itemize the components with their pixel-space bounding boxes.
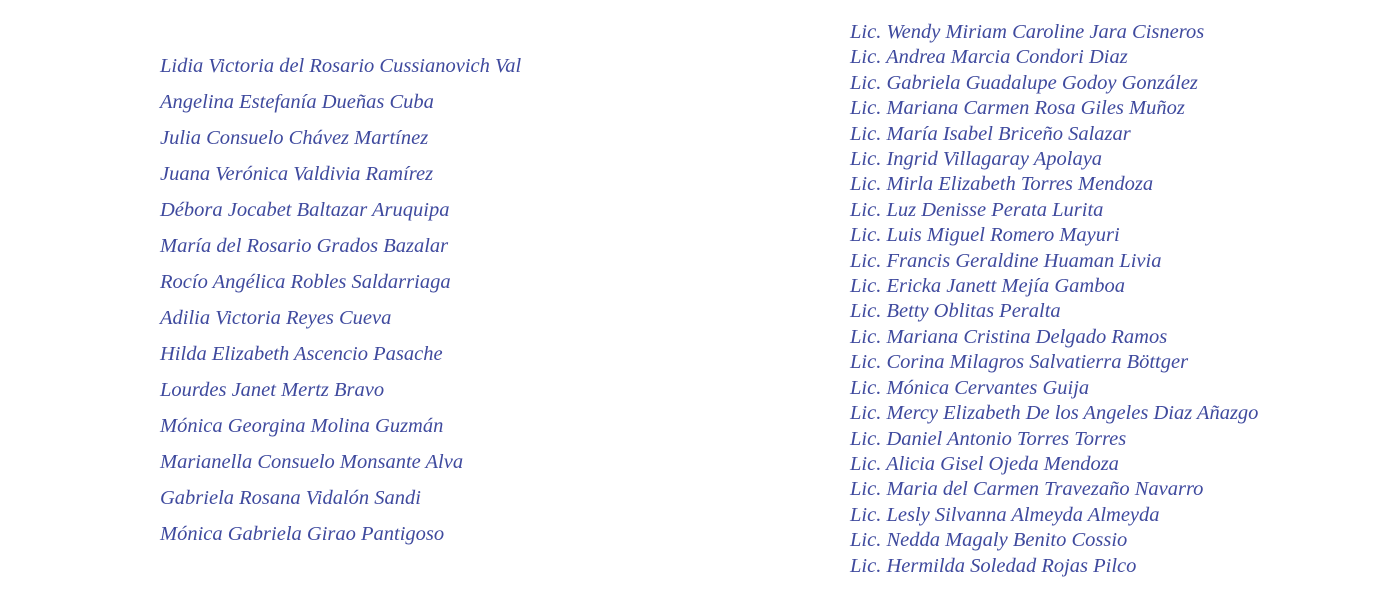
- list-item: Marianella Consuelo Monsante Alva: [160, 451, 464, 473]
- list-item: Lic. Mercy Elizabeth De los Angeles Diaz Añazgo: [850, 402, 1259, 425]
- list-item: Lic. Corina Milagros Salvatierra Böttger: [850, 351, 1189, 374]
- list-item: Lic. Luis Miguel Romero Mayuri: [850, 224, 1120, 247]
- list-item: Lic. Maria del Carmen Travezaño Navarro: [850, 478, 1204, 501]
- list-item: Lic. Hermilda Soledad Rojas Pilco: [850, 554, 1137, 577]
- list-item: Lic. Ericka Janett Mejía Gamboa: [850, 275, 1125, 298]
- list-item: Débora Jocabet Baltazar Aruquipa: [160, 199, 450, 221]
- list-item: Lic. Mirla Elizabeth Torres Mendoza: [850, 173, 1154, 196]
- list-item: Lic. Ingrid Villagaray Apolaya: [850, 148, 1103, 171]
- list-item: Rocío Angélica Robles Saldarriaga: [160, 271, 451, 293]
- list-item: Lic. Mariana Carmen Rosa Giles Muñoz: [850, 97, 1185, 120]
- list-item: Lic. Betty Oblitas Peralta: [850, 300, 1061, 323]
- name-list-left-column: [160, 48, 521, 552]
- list-item: Mónica Gabriela Girao Pantigoso: [160, 523, 445, 545]
- list-item: Lic. Wendy Miriam Caroline Jara Cisneros: [850, 21, 1205, 43]
- list-item: Lic. Nedda Magaly Benito Cossio: [850, 529, 1128, 552]
- list-item: Lic. Alicia Gisel Ojeda Mendoza: [850, 452, 1119, 475]
- list-item: Lic. Daniel Antonio Torres Torres: [850, 427, 1127, 450]
- list-item: Lic. Mariana Cristina Delgado Ramos: [850, 325, 1168, 348]
- list-item: Angelina Estefanía Dueñas Cuba: [160, 91, 434, 113]
- list-item: Lic. Gabriela Guadalupe Godoy González: [850, 71, 1198, 94]
- list-item: Juana Verónica Valdivia Ramírez: [160, 163, 434, 185]
- list-item: Adilia Victoria Reyes Cueva: [160, 307, 392, 329]
- list-item: Hilda Elizabeth Ascencio Pasache: [160, 343, 443, 365]
- list-item: María del Rosario Grados Bazalar: [160, 235, 449, 257]
- list-item: Lidia Victoria del Rosario Cussianovich Val: [160, 55, 522, 77]
- list-item: Lic. Mónica Cervantes Guija: [850, 376, 1090, 399]
- list-item: Lic. Luz Denisse Perata Lurita: [850, 198, 1104, 221]
- list-item: Lic. Andrea Marcia Condori Diaz: [850, 46, 1128, 69]
- list-item: Lic. María Isabel Briceño Salazar: [850, 122, 1131, 145]
- list-item: Lourdes Janet Mertz Bravo: [160, 379, 385, 401]
- list-item: Lic. Francis Geraldine Huaman Livia: [850, 249, 1162, 272]
- list-item: Gabriela Rosana Vidalón Sandi: [160, 487, 421, 509]
- name-list-right-column: [850, 20, 1258, 579]
- list-item: Julia Consuelo Chávez Martínez: [160, 127, 429, 149]
- list-item: Lic. Lesly Silvanna Almeyda Almeyda: [850, 503, 1160, 526]
- list-item: Mónica Georgina Molina Guzmán: [160, 415, 444, 437]
